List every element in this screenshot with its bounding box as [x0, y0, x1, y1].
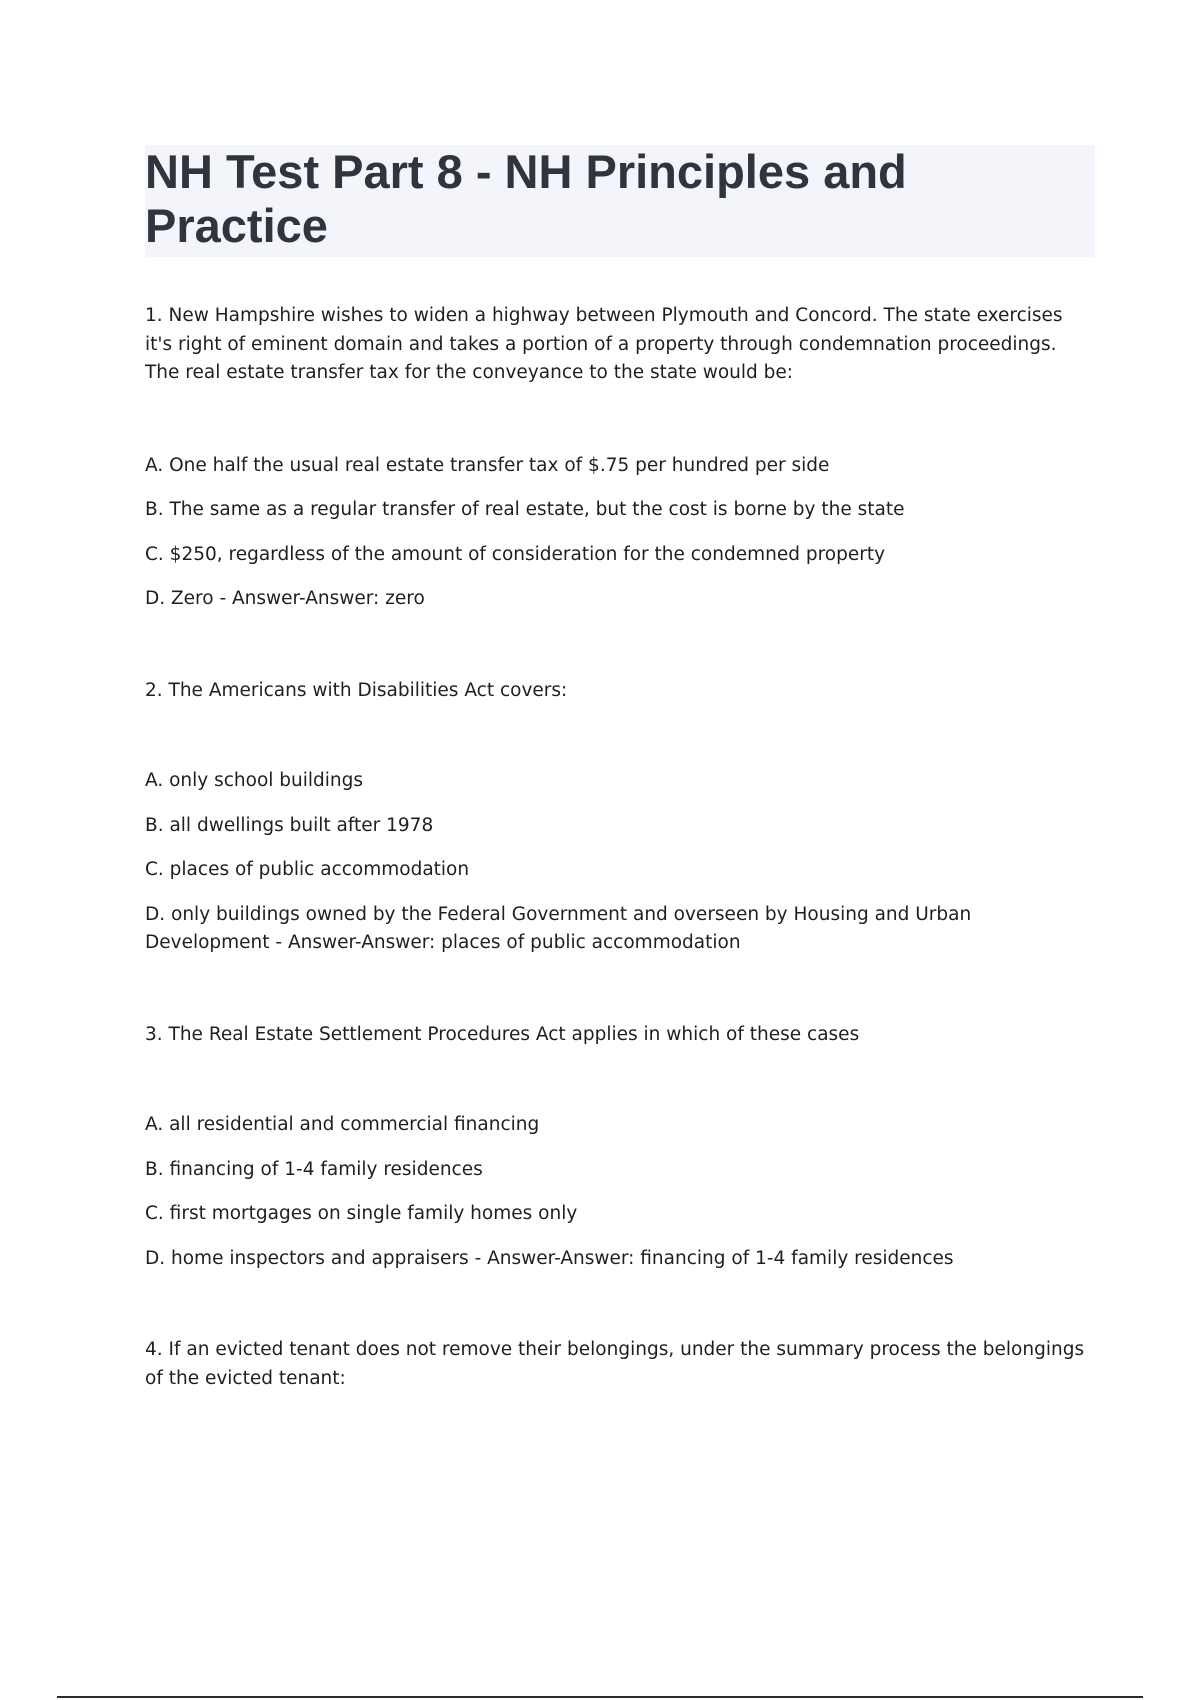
page-title-line-2: Practice	[145, 199, 328, 252]
page-bottom-divider	[57, 1696, 1143, 1698]
question-3-option-c: C. first mortgages on single family homes only	[145, 1203, 578, 1224]
question-4	[145, 1336, 1095, 1393]
page-title-line-1: NH Test Part 8 - NH Principles and	[145, 145, 907, 198]
question-2-option-b: B. all dwellings built after 1978	[145, 814, 434, 836]
question-1-options	[145, 452, 1095, 614]
question-1-option-c: C. $250, regardless of the amount of consideration for the condemned property	[145, 543, 886, 565]
question-2-option-c: C. places of public accommodation	[145, 859, 470, 880]
question-4-text: 4. If an evicted tenant does not remove their belongings, under the summary process the belongings of the evicted tenant:	[145, 1339, 1085, 1389]
question-1-option-b: B. The same as a regular transfer of real estate, but the cost is borne by the state	[145, 499, 905, 520]
question-3-options	[145, 1111, 1095, 1273]
question-3-option-b: B. financing of 1-4 family residences	[145, 1158, 483, 1180]
question-2-options	[145, 767, 1095, 958]
question-1-option-d: D. Zero - Answer-Answer: zero	[145, 588, 425, 609]
question-2	[145, 677, 1095, 958]
question-3-option-d: D. home inspectors and appraisers - Answer-Answer: financing of 1-4 family residences	[145, 1247, 954, 1269]
question-1-text: 1. New Hampshire wishes to widen a highway between Plymouth and Concord. The state exercises it's right of eminent domain and takes a portion of a property through condemnation proceedings. The real estate transfer tax for the conveyance to the state would be:	[145, 305, 1063, 383]
question-3-text: 3. The Real Estate Settlement Procedures Act applies in which of these cases	[145, 1023, 860, 1045]
question-list	[145, 302, 1095, 1393]
question-3	[145, 1021, 1095, 1274]
question-2-option-d: D. only buildings owned by the Federal Government and overseen by Housing and Urban Development - Answer-Answer: places of public accommodation	[145, 903, 972, 953]
question-1-option-a: A. One half the usual real estate transfer tax of $.75 per hundred per side	[145, 454, 830, 476]
page-title	[145, 145, 1095, 257]
question-3-option-a: A. all residential and commercial financing	[145, 1114, 540, 1135]
question-1	[145, 302, 1095, 614]
question-2-text: 2. The Americans with Disabilities Act covers:	[145, 679, 568, 701]
question-2-option-a: A. only school buildings	[145, 770, 364, 791]
